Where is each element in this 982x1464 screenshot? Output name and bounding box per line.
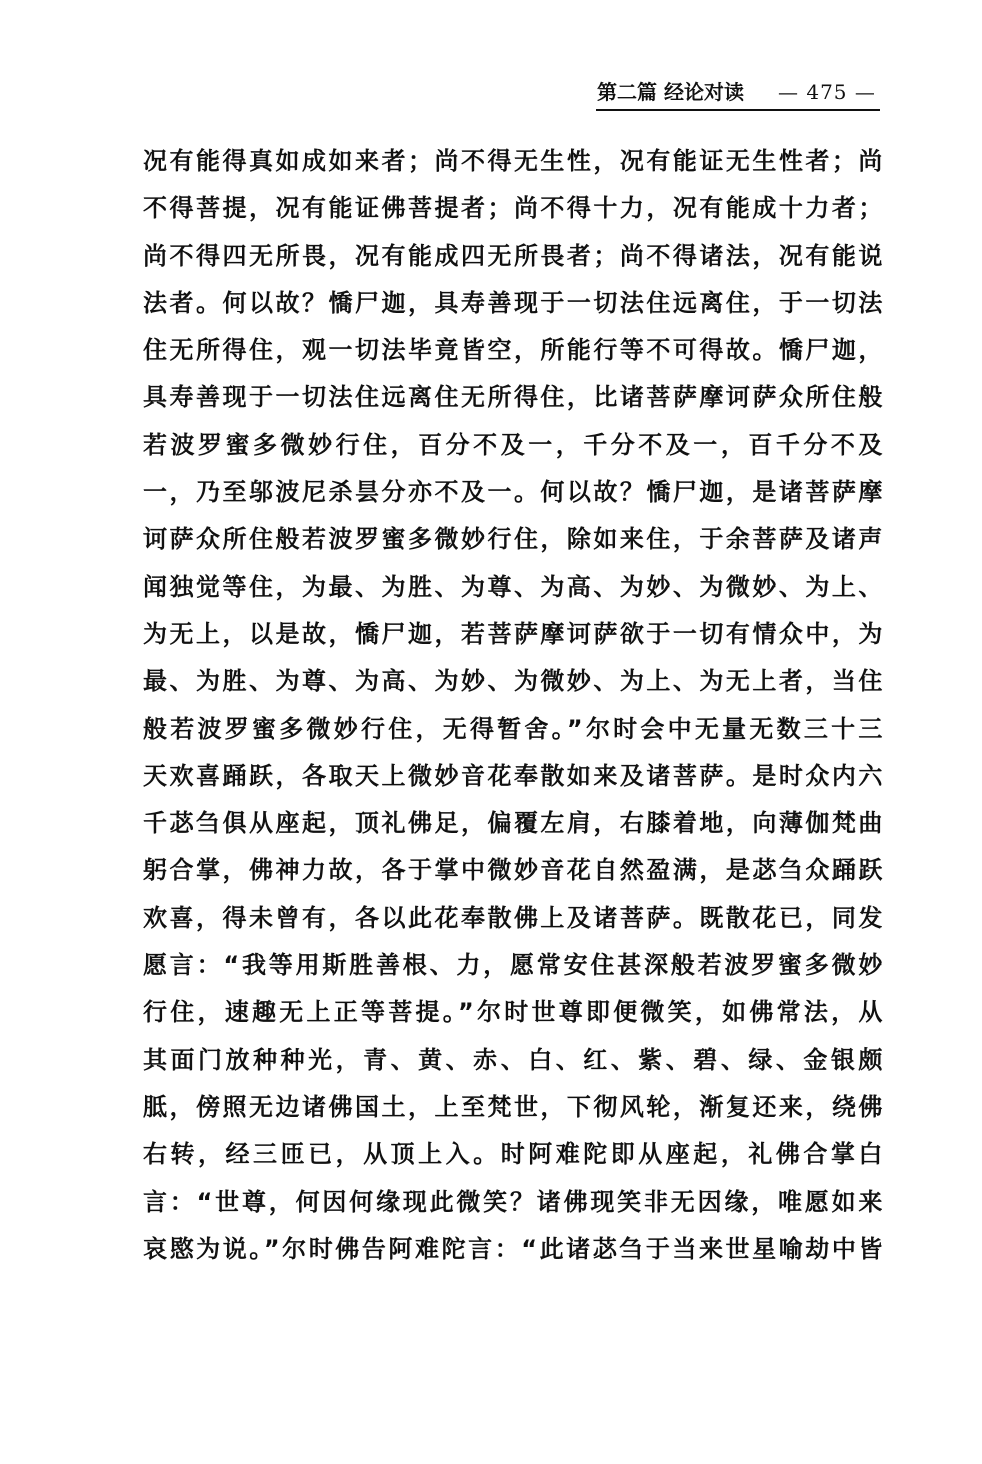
- text-line: 右转，经三匝已，从顶上入。时阿难陀即从座起，礼佛合掌白: [143, 1140, 883, 1169]
- section-title: 第二篇 经论对读: [597, 80, 744, 104]
- text-line: 最、为胜、为尊、为高、为妙、为微妙、为上、为无上者，当住: [143, 667, 883, 696]
- text-line: 躬合掌，佛神力故，各于掌中微妙音花自然盈满，是苾刍众踊跃: [143, 856, 883, 885]
- text-line: 般若波罗蜜多微妙行住，无得暂舍。”尔时会中无量无数三十三: [143, 714, 883, 743]
- text-line: 千苾刍俱从座起，顶礼佛足，偏覆左肩，右膝着地，向薄伽梵曲: [143, 809, 883, 838]
- text-line: 愿言：“我等用斯胜善根、力，愿常安住甚深般若波罗蜜多微妙: [143, 951, 883, 980]
- text-line: 其面门放种种光，青、黄、赤、白、红、紫、碧、绿、金银颇: [143, 1045, 883, 1074]
- header-rule: [596, 109, 880, 111]
- text-line: 尚不得四无所畏，况有能成四无所畏者；尚不得诸法，况有能说: [143, 241, 883, 270]
- text-line: 天欢喜踊跃，各取天上微妙音花奉散如来及诸菩萨。是时众内六: [143, 761, 883, 790]
- text-line: 住无所得住，观一切法毕竟皆空，所能行等不可得故。憍尸迦，: [143, 336, 883, 365]
- running-header: [560, 78, 880, 112]
- text-line: 法者。何以故？憍尸迦，具寿善现于一切法住远离住，于一切法: [143, 288, 883, 317]
- body-text: [143, 138, 883, 1273]
- text-line: 闻独觉等住，为最、为胜、为尊、为高、为妙、为微妙、为上、: [143, 572, 883, 601]
- text-line: 一，乃至邬波尼杀昙分亦不及一。何以故？憍尸迦，是诸菩萨摩: [143, 478, 883, 507]
- text-line: 为无上，以是故，憍尸迦，若菩萨摩诃萨欲于一切有情众中，为: [143, 619, 883, 648]
- text-line: 诃萨众所住般若波罗蜜多微妙行住，除如来住，于余菩萨及诸声: [143, 525, 883, 554]
- text-line: 不得菩提，况有能证佛菩提者；尚不得十力，况有能成十力者；: [143, 194, 883, 223]
- text-line: 哀愍为说。”尔时佛告阿难陀言：“此诸苾刍于当来世星喻劫中皆: [143, 1234, 883, 1263]
- text-line: 行住，速趣无上正等菩提。”尔时世尊即便微笑，如佛常法，从: [143, 998, 883, 1027]
- text-line: 言：“世尊，何因何缘现此微笑？诸佛现笑非无因缘，唯愿如来: [143, 1187, 883, 1216]
- text-line: 欢喜，得未曾有，各以此花奉散佛上及诸菩萨。既散花已，同发: [143, 903, 883, 932]
- text-line: 若波罗蜜多微妙行住，百分不及一，千分不及一，百千分不及: [143, 430, 883, 459]
- text-line: 况有能得真如成如来者；尚不得无生性，况有能证无生性者；尚: [143, 147, 883, 175]
- text-line: 具寿善现于一切法住远离住无所得住，比诸菩萨摩诃萨众所住般: [143, 383, 883, 412]
- text-line: 胝，傍照无边诸佛国土，上至梵世，下彻风轮，渐复还来，绕佛: [143, 1092, 883, 1121]
- page-number: — 475 —: [778, 80, 876, 104]
